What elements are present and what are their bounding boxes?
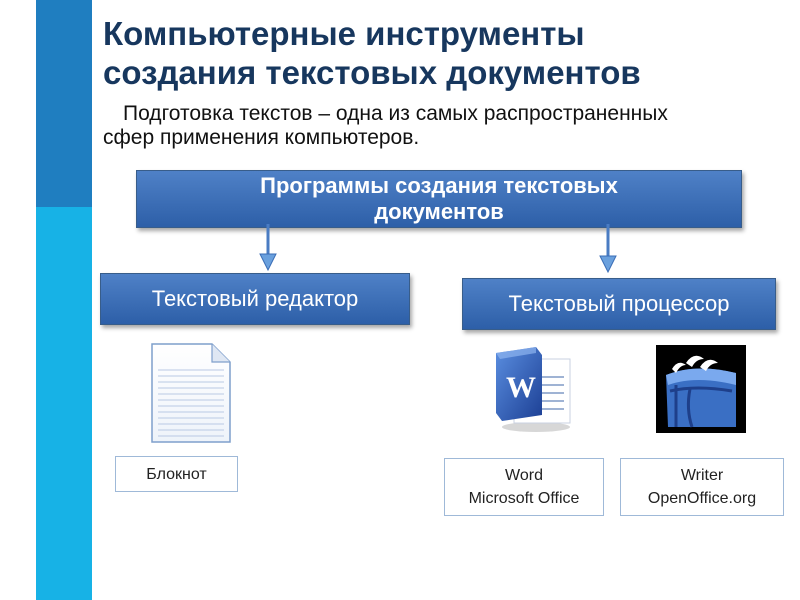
program-word-suite: Microsoft Office — [468, 490, 580, 507]
program-label-notepad — [115, 456, 238, 492]
word-icon — [492, 345, 576, 433]
program-writer-suite: OpenOffice.org — [647, 490, 757, 507]
program-label-writer — [620, 458, 784, 516]
category-text-processor: Текстовый процессор — [462, 278, 776, 330]
program-notepad-name: Блокнот — [146, 465, 207, 483]
svg-text:W: W — [506, 371, 536, 404]
openoffice-writer-icon — [656, 345, 746, 433]
slide-title-line-2: создания текстовых документов — [103, 54, 641, 91]
arrow-to-editor — [258, 224, 278, 272]
main-category-line-1: Программы создания текстовых — [260, 173, 618, 198]
main-category-box — [136, 170, 742, 228]
arrow-to-processor — [598, 224, 618, 274]
intro-text-line-1: Подготовка текстов – одна из самых распространенных — [123, 102, 668, 125]
slide-title — [103, 14, 793, 92]
program-label-word — [444, 458, 604, 516]
accent-stripe-light — [36, 207, 92, 600]
slide-title-line-1: Компьютерные инструменты — [103, 15, 585, 52]
program-writer-name: Writer — [680, 467, 724, 484]
category-text-editor: Текстовый редактор — [100, 273, 410, 325]
main-category-line-2: документов — [374, 199, 504, 224]
intro-text — [103, 102, 783, 150]
intro-text-line-2: сфер применения компьютеров. — [103, 126, 420, 149]
document-icon — [150, 342, 232, 444]
program-word-name: Word — [505, 467, 543, 484]
accent-stripe-dark — [36, 0, 92, 207]
